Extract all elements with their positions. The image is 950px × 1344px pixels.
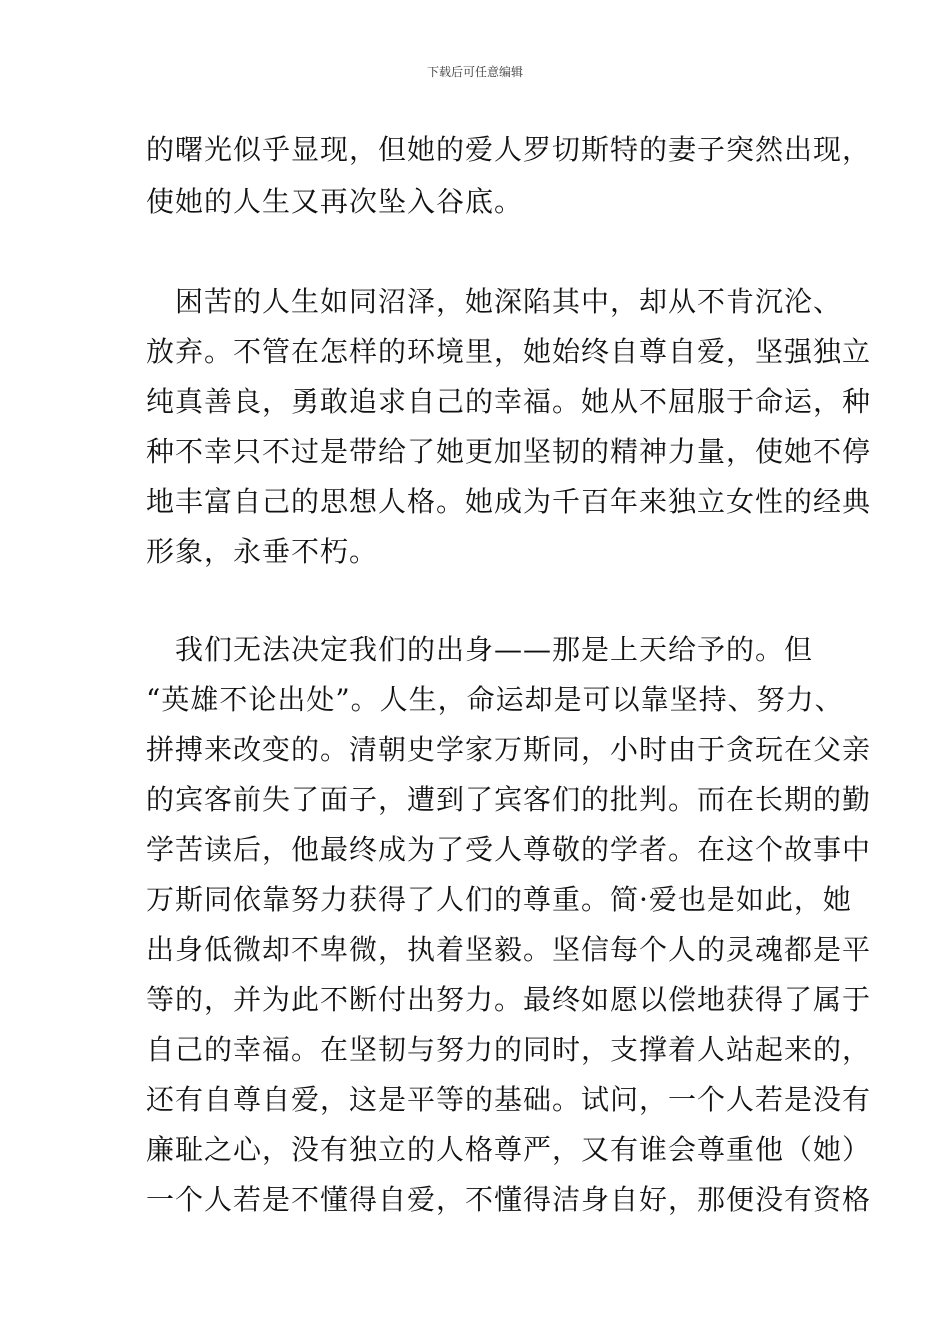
text-line: 万斯同依靠努力获得了人们的尊重。简·爱也是如此，她 xyxy=(146,883,852,916)
text-line: 等的，并为此不断付出努力。最终如愿以偿地获得了属于 xyxy=(146,983,872,1016)
text-line: 种不幸只不过是带给了她更加坚韧的精神力量，使她不停 xyxy=(146,435,872,468)
text-line: 一个人若是不懂得自爱，不懂得洁身自好，那便没有资格 xyxy=(146,1183,872,1216)
page-header: 下载后可任意编辑 xyxy=(426,65,523,79)
text-line: 廉耻之心，没有独立的人格尊严，又有谁会尊重他（她） xyxy=(146,1133,872,1166)
text-line: 的宾客前失了面子，遭到了宾客们的批判。而在长期的勤 xyxy=(146,783,872,816)
text-line: 放弃。不管在怎样的环境里，她始终自尊自爱，坚强独立 xyxy=(146,335,872,368)
text-line: 我们无法决定我们的出身——那是上天给予的。但 xyxy=(146,633,814,666)
text-line: 还有自尊自爱，这是平等的基础。试问，一个人若是没有 xyxy=(146,1083,872,1116)
text-line: 出身低微却不卑微，执着坚毅。坚信每个人的灵魂都是平 xyxy=(146,933,872,966)
text-line: 形象，永垂不朽。 xyxy=(146,535,379,568)
text-line: 使她的人生又再次坠入谷底。 xyxy=(146,185,524,218)
text-line: “英雄不论出处”。人生，命运却是可以靠坚持、努力、 xyxy=(146,683,844,716)
text-line: 困苦的人生如同沼泽，她深陷其中，却从不肯沉沦、 xyxy=(146,285,843,318)
text-line: 的曙光似乎显现，但她的爱人罗切斯特的妻子突然出现， xyxy=(146,133,872,166)
text-line: 纯真善良，勇敢追求自己的幸福。她从不屈服于命运，种 xyxy=(146,385,872,418)
text-line: 拼搏来改变的。清朝史学家万斯同，小时由于贪玩在父亲 xyxy=(146,733,872,766)
text-line: 学苦读后，他最终成为了受人尊敬的学者。在这个故事中 xyxy=(146,833,872,866)
text-line: 自己的幸福。在坚韧与努力的同时，支撑着人站起来的， xyxy=(146,1033,872,1066)
text-line: 地丰富自己的思想人格。她成为千百年来独立女性的经典 xyxy=(146,485,872,518)
